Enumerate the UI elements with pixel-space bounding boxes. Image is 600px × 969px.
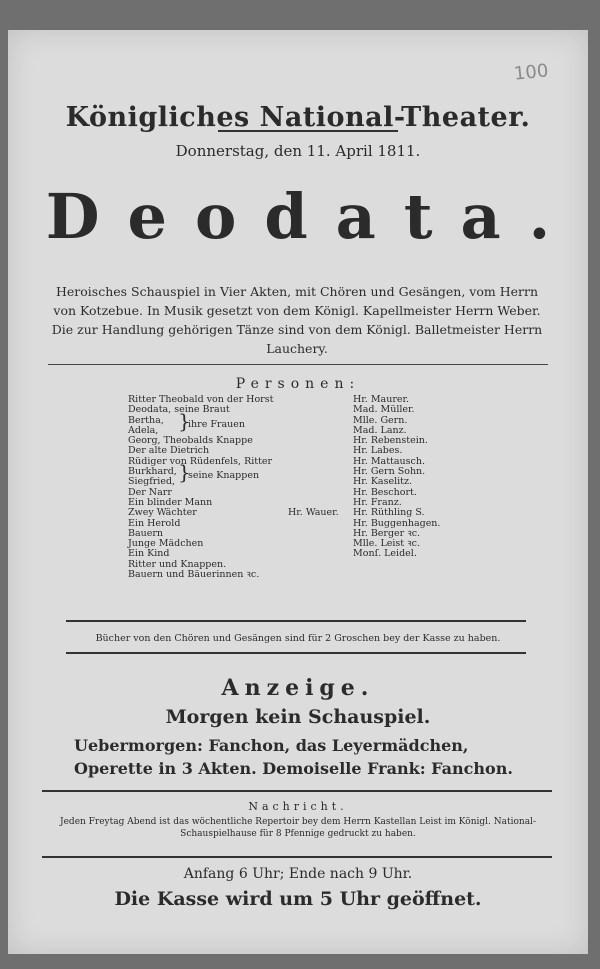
actor-name: Hr. Mattausch. [353, 455, 425, 467]
day-after-notice: Uebermorgen: Fanchon, das Leyermädchen, Operette in 3 Akten. Demoiselle Frank: Fanchon. [74, 736, 513, 778]
role-name: Rüdiger von Rüdenfels, Ritter [128, 455, 273, 467]
role-name: Bauern [128, 527, 164, 539]
actor-name: Hr. Berger ꝛc. [353, 527, 421, 539]
role-name: Ein blinder Mann [128, 496, 213, 508]
divider [66, 652, 526, 654]
play-description: Heroisches Schauspiel in Vier Akten, mit Chören und Gesängen, vom Herrn von Kotzebue. In Musik gesetzt von dem Königl. Kapellmeister Herrn Weber. Die zur Handlung gehörigen Tänze sind von dem Königl. Balletmeister Herrn Lauchery. [51, 284, 543, 356]
cast-row [128, 570, 488, 580]
play-title: Deodata. [45, 180, 579, 253]
performance-date: Donnerstag, den 11. April 1811. [175, 142, 421, 160]
actor-name: Hr. Gern Sohn. [353, 466, 426, 478]
divider [42, 856, 552, 858]
cast-row [128, 519, 488, 529]
cast-heading: Personen: [235, 376, 361, 392]
announcement-heading: Anzeige. [221, 675, 375, 701]
divider [42, 790, 552, 792]
actor-name: Hr. Buggenhagen. [353, 517, 441, 529]
tomorrow-notice: Morgen kein Schauspiel. [165, 706, 431, 728]
notice-text: Jeden Freytag Abend ist das wöchentliche Repertoir bey dem Herrn Kastellan Leist im Königl. National-Schauspielhause für 8 Pfennige gedruckt zu haben. [60, 817, 536, 839]
role-name: Siegfried, [128, 476, 176, 488]
title-divider [218, 130, 398, 132]
divider [48, 364, 548, 365]
actor-name: Hr. Rüthling S. [353, 507, 425, 519]
brace-label: ihre Frauen [188, 418, 245, 430]
role-name: Der alte Dietrich [128, 445, 210, 457]
role-name: Zwey Wächter [128, 507, 197, 519]
box-office-time: Die Kasse wird um 5 Uhr geöffnet. [114, 888, 482, 910]
actor-name: Hr. Rebenstein. [353, 435, 428, 447]
role-name: Junge Mädchen [128, 538, 204, 550]
marginal-note: 100 [512, 60, 550, 85]
brace: } [178, 408, 191, 433]
brace: } [178, 460, 191, 485]
actor-name: Mad. Lanz. [353, 424, 407, 436]
divider [66, 620, 526, 622]
actor-name: Hr. Labes. [353, 445, 403, 457]
role-name: Bertha, [128, 414, 164, 426]
notice-heading: Nachricht. [248, 800, 348, 813]
actor-name: Mlle. Leist ꝛc. [353, 538, 420, 550]
actor-name: Hr. Beschort. [353, 486, 417, 498]
role-name: Bauern und Bäuerinnen ꝛc. [128, 569, 260, 581]
role-name: Ritter und Knappen. [128, 558, 227, 570]
role-name: Burkhard, [128, 466, 177, 478]
actor-name: Hr. Kaselitz. [353, 476, 412, 488]
playbill-sheet [8, 30, 588, 954]
theater-name: Königliches National-Theater. [65, 102, 531, 133]
actor-name: Mlle. Gern. [353, 414, 408, 426]
books-note: Bücher von den Chören und Gesängen sind für 2 Groschen bey der Kasse zu haben. [95, 633, 501, 644]
role-name: Ritter Theobald von der Horst [128, 394, 274, 405]
role-name: Adela, [128, 424, 159, 436]
role-name: Der Narr [128, 486, 172, 498]
role-name: Ein Kind [128, 548, 170, 560]
brace-label: seine Knappen [188, 470, 260, 482]
actor-name: Monſ. Leidel. [353, 548, 417, 560]
cast-row [128, 539, 488, 549]
actor-name: Mad. Müller. [353, 404, 415, 416]
cast-list [128, 395, 488, 580]
role-name: Ein Herold [128, 517, 181, 529]
actor-name: Hr. Maurer. [353, 394, 410, 405]
cast-row [128, 477, 488, 487]
role-name: Georg, Theobalds Knappe [128, 435, 253, 447]
start-end-time: Anfang 6 Uhr; Ende nach 9 Uhr. [183, 866, 413, 882]
actor-name: Hr. Franz. [353, 496, 402, 508]
actor-name: Hr. Wauer. [288, 507, 339, 519]
role-name: Deodata, seine Braut [128, 404, 230, 416]
